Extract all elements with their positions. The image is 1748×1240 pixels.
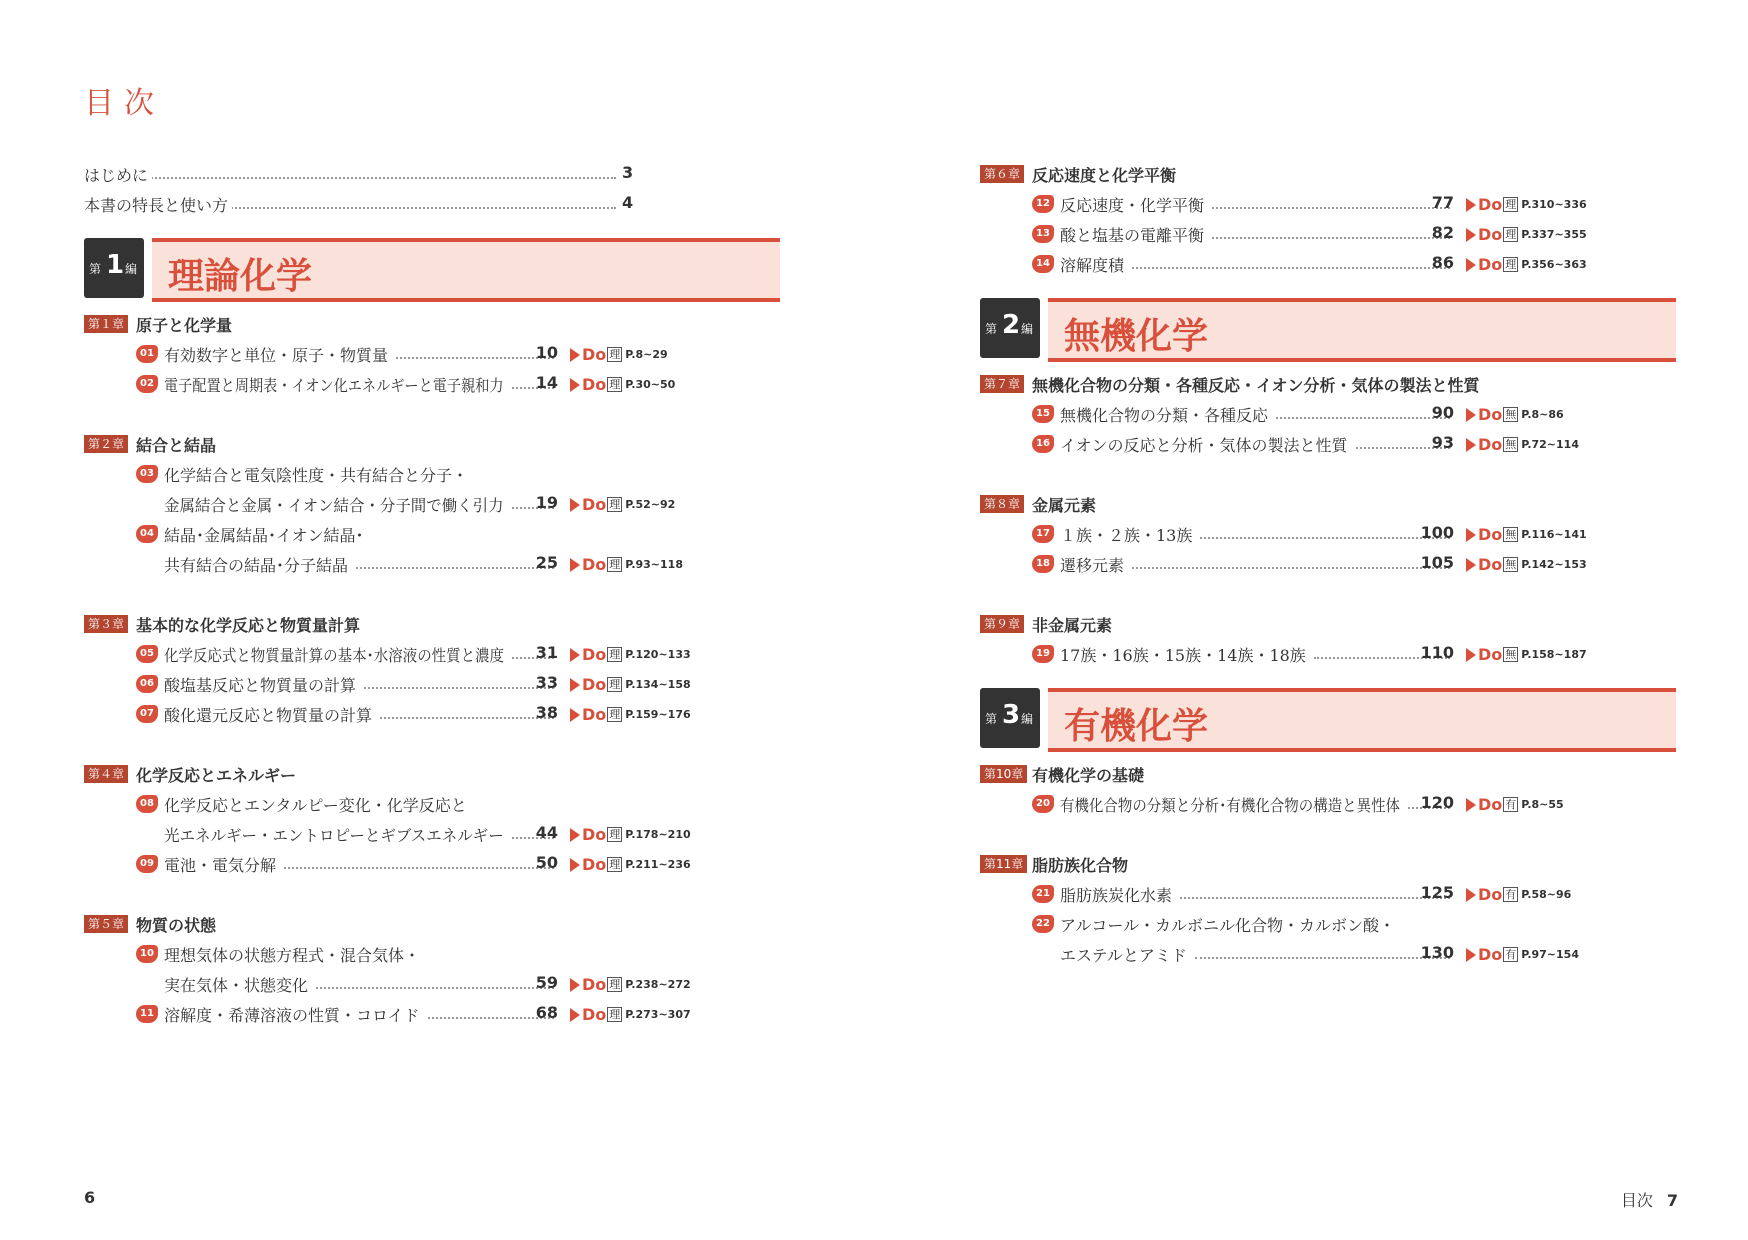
section-title: 電池・電気分解 (164, 856, 277, 875)
do-reference[interactable] (570, 854, 691, 874)
chapter-title: 化学反応とエネルギー (136, 766, 297, 785)
do-label: Do (1478, 225, 1503, 244)
do-label: Do (1478, 645, 1503, 664)
section-number-icon: 07 (136, 705, 158, 723)
section-row[interactable] (980, 220, 1680, 250)
section-row[interactable] (980, 910, 1680, 940)
chapter-badge: 第７章 (980, 375, 1024, 393)
section-row[interactable] (84, 700, 784, 730)
section-page: 38 (535, 703, 558, 722)
do-reference[interactable] (570, 704, 691, 724)
section-page: 77 (1431, 193, 1454, 212)
do-reference[interactable] (570, 974, 691, 994)
chapter-heading[interactable] (980, 370, 1680, 400)
section-number-icon: 10 (136, 945, 158, 963)
chapter-badge: 第２章 (84, 435, 128, 453)
subject-tag: 理 (609, 858, 621, 871)
subject-tag: 理 (609, 828, 621, 841)
arrow-right-icon (1466, 438, 1476, 452)
arrow-right-icon (1466, 228, 1476, 242)
do-reference[interactable] (1466, 224, 1587, 244)
section-number-icon: 15 (1032, 405, 1054, 423)
section-row[interactable] (84, 460, 784, 490)
do-reference[interactable] (570, 494, 675, 514)
section-row[interactable] (980, 520, 1680, 550)
do-reference[interactable] (570, 674, 691, 694)
do-reference[interactable] (1466, 554, 1587, 574)
section-title: 有機化合物の分類と分析･有機化合物の構造と異性体 (1060, 796, 1401, 815)
subject-tag: 理 (609, 708, 621, 721)
chapter-title: 反応速度と化学平衡 (1032, 166, 1177, 185)
chapter-badge: 第３章 (84, 615, 128, 633)
subject-tag: 理 (609, 678, 621, 691)
section-row[interactable] (84, 850, 784, 880)
do-label: Do (582, 495, 607, 514)
arrow-right-icon (1466, 198, 1476, 212)
do-page-range: P.211~236 (625, 858, 691, 871)
subject-tag: 理 (609, 498, 621, 511)
arrow-right-icon (1466, 798, 1476, 812)
section-number-icon: 17 (1032, 525, 1054, 543)
section-number-icon: 19 (1032, 645, 1054, 663)
arrow-right-icon (570, 558, 580, 572)
section-title: 化学反応とエンタルピー変化・化学反応と (164, 796, 467, 815)
do-label: Do (1478, 405, 1503, 424)
do-reference[interactable] (570, 644, 691, 664)
subject-tag: 無 (1505, 558, 1517, 571)
subject-tag: 理 (609, 348, 621, 361)
chapter-title: 有機化学の基礎 (1032, 766, 1145, 785)
section-title: 理想気体の状態方程式・混合気体・ (164, 946, 421, 965)
section-row[interactable] (84, 370, 784, 400)
arrow-right-icon (1466, 558, 1476, 572)
section-title: 反応速度・化学平衡 (1060, 196, 1205, 215)
do-page-range: P.356~363 (1521, 258, 1587, 271)
section-page: 14 (535, 373, 558, 392)
do-reference[interactable] (1466, 944, 1579, 964)
preface-row[interactable] (84, 190, 784, 220)
arrow-right-icon (570, 858, 580, 872)
subject-tag: 理 (1505, 228, 1517, 241)
chapter-title: 原子と化学量 (136, 316, 233, 335)
do-page-range: P.337~355 (1521, 228, 1587, 241)
do-label: Do (1478, 795, 1503, 814)
section-row[interactable] (84, 970, 784, 1000)
preface-label: はじめに (84, 163, 152, 186)
spacer (84, 580, 784, 610)
section-page: 44 (535, 823, 558, 842)
do-label: Do (1478, 435, 1503, 454)
section-number-icon: 20 (1032, 795, 1054, 813)
section-page: 25 (535, 553, 558, 572)
section-row[interactable] (980, 640, 1680, 670)
section-title: アルコール・カルボニル化合物・カルボン酸・ (1060, 916, 1396, 935)
section-page: 120 (1420, 793, 1454, 812)
chapter-heading[interactable] (980, 160, 1680, 190)
arrow-right-icon (570, 498, 580, 512)
section-title: 共有結合の結晶･分子結晶 (164, 556, 349, 575)
do-page-range: P.8~55 (1521, 798, 1564, 811)
arrow-right-icon (570, 378, 580, 392)
spacer (980, 460, 1680, 490)
section-page: 93 (1431, 433, 1454, 452)
section-number-icon: 05 (136, 645, 158, 663)
do-page-range: P.97~154 (1521, 948, 1579, 961)
section-row[interactable] (980, 790, 1680, 820)
do-page-range: P.30~50 (625, 378, 676, 391)
do-page-range: P.120~133 (625, 648, 691, 661)
arrow-right-icon (1466, 648, 1476, 662)
section-title: 無機化合物の分類・各種反応 (1060, 406, 1269, 425)
section-row[interactable] (980, 190, 1680, 220)
part-number-box (980, 688, 1040, 748)
do-page-range: P.8~86 (1521, 408, 1564, 421)
section-number-icon: 02 (136, 375, 158, 393)
section-title: １族・２族・13族 (1060, 526, 1193, 545)
spacer (980, 820, 1680, 850)
do-page-range: P.178~210 (625, 828, 691, 841)
part-title: 無機化学 (1064, 316, 1209, 357)
section-row[interactable] (980, 550, 1680, 580)
section-row[interactable] (84, 640, 784, 670)
section-number-icon: 14 (1032, 255, 1054, 273)
arrow-right-icon (1466, 408, 1476, 422)
do-page-range: P.158~187 (1521, 648, 1587, 661)
do-reference[interactable] (1466, 524, 1587, 544)
part-number-box (84, 238, 144, 298)
section-row[interactable] (84, 520, 784, 550)
do-page-range: P.134~158 (625, 678, 691, 691)
do-reference[interactable] (570, 824, 691, 844)
preface-page: 4 (622, 193, 634, 212)
do-page-range: P.72~114 (1521, 438, 1579, 451)
subject-tag: 理 (609, 978, 621, 991)
part-suffix: 編 (1021, 712, 1034, 726)
spacer (84, 400, 784, 430)
do-page-range: P.273~307 (625, 1008, 691, 1021)
do-reference[interactable] (1466, 254, 1587, 274)
page-title: 目次 (84, 86, 164, 121)
do-reference[interactable] (1466, 404, 1564, 424)
do-page-range: P.58~96 (1521, 888, 1572, 901)
section-page: 105 (1420, 553, 1454, 572)
section-number-icon: 03 (136, 465, 158, 483)
do-label: Do (1478, 195, 1503, 214)
section-number-icon: 21 (1032, 885, 1054, 903)
right-page-number: 7 (1666, 1191, 1678, 1210)
section-title: 脂肪族炭化水素 (1060, 886, 1173, 905)
chapter-heading[interactable] (84, 310, 784, 340)
part-title: 理論化学 (168, 256, 313, 297)
section-title: 光エネルギー・エントロピーとギブスエネルギー (164, 826, 504, 845)
part-band (1048, 298, 1676, 362)
section-page: 31 (535, 643, 558, 662)
do-reference[interactable] (1466, 884, 1571, 904)
section-page: 50 (535, 853, 558, 872)
section-row[interactable] (84, 790, 784, 820)
arrow-right-icon (570, 348, 580, 362)
section-title: 酸と塩基の電離平衡 (1060, 226, 1205, 245)
section-row[interactable] (980, 940, 1680, 970)
subject-tag: 無 (1505, 408, 1517, 421)
section-title: 17族・16族・15族・14族・18族 (1060, 646, 1306, 665)
do-label: Do (582, 705, 607, 724)
part-number-box (980, 298, 1040, 358)
section-title: 結晶･金属結晶･イオン結晶･ (164, 526, 364, 545)
do-page-range: P.8~29 (625, 348, 668, 361)
section-page: 68 (535, 1003, 558, 1022)
chapter-heading[interactable] (980, 610, 1680, 640)
do-page-range: P.116~141 (1521, 528, 1587, 541)
chapter-badge: 第４章 (84, 765, 128, 783)
section-row[interactable] (980, 880, 1680, 910)
arrow-right-icon (1466, 528, 1476, 542)
part-header (980, 688, 1680, 750)
preface-row[interactable] (84, 160, 784, 190)
section-number-icon: 09 (136, 855, 158, 873)
chapter-badge: 第５章 (84, 915, 128, 933)
section-row[interactable] (980, 400, 1680, 430)
toc-right-column (980, 160, 1680, 970)
part-title: 有機化学 (1064, 706, 1209, 747)
section-title: 金属結合と金属・イオン結合・分子間で働く引力 (164, 496, 504, 515)
do-label: Do (582, 375, 607, 394)
subject-tag: 理 (1505, 258, 1517, 271)
section-number-icon: 01 (136, 345, 158, 363)
section-row[interactable] (980, 250, 1680, 280)
do-reference[interactable] (570, 374, 675, 394)
right-footer (1621, 1188, 1678, 1211)
arrow-right-icon (1466, 948, 1476, 962)
part-prefix: 第 (89, 262, 102, 276)
chapter-badge: 第８章 (980, 495, 1024, 513)
section-number-icon: 04 (136, 525, 158, 543)
part-number: 1 (106, 250, 125, 280)
section-number-icon: 22 (1032, 915, 1054, 933)
subject-tag: 理 (609, 648, 621, 661)
do-reference[interactable] (570, 1004, 691, 1024)
do-label: Do (582, 555, 607, 574)
subject-tag: 理 (609, 1008, 621, 1021)
section-number-icon: 16 (1032, 435, 1054, 453)
subject-tag: 理 (609, 378, 621, 391)
section-page: 86 (1431, 253, 1454, 272)
chapter-heading[interactable] (980, 760, 1680, 790)
subject-tag: 有 (1505, 888, 1517, 901)
section-row[interactable] (84, 550, 784, 580)
section-row[interactable] (84, 820, 784, 850)
left-page-number: 6 (84, 1188, 96, 1207)
part-header (84, 238, 784, 300)
section-title: イオンの反応と分析・気体の製法と性質 (1060, 436, 1348, 455)
section-page: 10 (535, 343, 558, 362)
do-label: Do (1478, 525, 1503, 544)
part-number: 3 (1002, 700, 1021, 730)
section-number-icon: 06 (136, 675, 158, 693)
spacer (84, 730, 784, 760)
section-page: 130 (1420, 943, 1454, 962)
subject-tag: 無 (1505, 528, 1517, 541)
section-title: 有効数字と単位・原子・物質量 (164, 346, 389, 365)
section-title: 化学反応式と物質量計算の基本･水溶液の性質と濃度 (164, 646, 505, 665)
section-title: 電子配置と周期表・イオン化エネルギーと電子親和力 (164, 376, 504, 395)
do-label: Do (582, 975, 607, 994)
chapter-heading[interactable] (980, 490, 1680, 520)
part-prefix: 第 (985, 712, 998, 726)
chapter-title: 脂肪族化合物 (1032, 856, 1129, 875)
subject-tag: 無 (1505, 438, 1517, 451)
section-page: 82 (1431, 223, 1454, 242)
do-page-range: P.93~118 (625, 558, 683, 571)
section-row[interactable] (84, 670, 784, 700)
right-footer-label: 目次 (1620, 1191, 1653, 1210)
do-reference[interactable] (1466, 794, 1564, 814)
do-label: Do (582, 675, 607, 694)
do-label: Do (1478, 885, 1503, 904)
part-prefix: 第 (985, 322, 998, 336)
do-label: Do (582, 855, 607, 874)
part-suffix: 編 (1021, 322, 1034, 336)
arrow-right-icon (570, 1008, 580, 1022)
section-number-icon: 08 (136, 795, 158, 813)
chapter-heading[interactable] (84, 910, 784, 940)
section-page: 100 (1420, 523, 1454, 542)
chapter-badge: 第11章 (980, 855, 1027, 873)
section-page: 125 (1420, 883, 1454, 902)
chapter-title: 結合と結晶 (136, 436, 217, 455)
do-reference[interactable] (1466, 644, 1587, 664)
section-page: 110 (1420, 643, 1454, 662)
part-header (980, 298, 1680, 360)
section-number-icon: 13 (1032, 225, 1054, 243)
do-reference[interactable] (570, 554, 683, 574)
toc-left-column (84, 160, 784, 1030)
chapter-heading[interactable] (84, 610, 784, 640)
arrow-right-icon (570, 708, 580, 722)
part-suffix: 編 (125, 262, 138, 276)
section-title: 酸塩基反応と物質量の計算 (164, 676, 357, 695)
do-label: Do (582, 345, 607, 364)
section-row[interactable] (84, 940, 784, 970)
chapter-badge: 第６章 (980, 165, 1024, 183)
do-reference[interactable] (1466, 194, 1587, 214)
chapter-badge: 第10章 (980, 765, 1027, 783)
section-page: 33 (535, 673, 558, 692)
chapter-title: 非金属元素 (1032, 616, 1113, 635)
do-reference[interactable] (570, 344, 668, 364)
section-row[interactable] (84, 340, 784, 370)
chapter-title: 金属元素 (1032, 496, 1097, 515)
preface-page: 3 (622, 163, 634, 182)
section-row[interactable] (84, 490, 784, 520)
chapter-heading[interactable] (84, 430, 784, 460)
section-title: 溶解度積 (1060, 256, 1125, 275)
section-row[interactable] (84, 1000, 784, 1030)
section-title: 遷移元素 (1060, 556, 1125, 575)
arrow-right-icon (570, 978, 580, 992)
subject-tag: 無 (1505, 648, 1517, 661)
chapter-badge: 第９章 (980, 615, 1024, 633)
do-reference[interactable] (1466, 434, 1579, 454)
part-band (152, 238, 780, 302)
section-page: 19 (535, 493, 558, 512)
section-row[interactable] (980, 430, 1680, 460)
section-number-icon: 18 (1032, 555, 1054, 573)
do-page-range: P.310~336 (1521, 198, 1587, 211)
subject-tag: 有 (1505, 948, 1517, 961)
spacer (84, 880, 784, 910)
do-page-range: P.142~153 (1521, 558, 1587, 571)
section-number-icon: 11 (136, 1005, 158, 1023)
chapter-badge: 第１章 (84, 315, 128, 333)
subject-tag: 有 (1505, 798, 1517, 811)
section-title: 酸化還元反応と物質量の計算 (164, 706, 373, 725)
do-label: Do (1478, 255, 1503, 274)
spacer (980, 580, 1680, 610)
dot-leader (84, 177, 616, 179)
chapter-title: 物質の状態 (136, 916, 217, 935)
chapter-title: 無機化合物の分類・各種反応・イオン分析・気体の製法と性質 (1032, 376, 1480, 395)
section-title: 化学結合と電気陰性度・共有結合と分子・ (164, 466, 469, 485)
section-title: 溶解度・希薄溶液の性質・コロイド (164, 1006, 420, 1025)
do-page-range: P.159~176 (625, 708, 691, 721)
preface-label: 本書の特長と使い方 (84, 193, 232, 216)
part-number: 2 (1002, 310, 1021, 340)
do-page-range: P.238~272 (625, 978, 691, 991)
do-label: Do (1478, 555, 1503, 574)
section-title: エステルとアミド (1060, 946, 1187, 965)
section-title: 実在気体・状態変化 (164, 976, 309, 995)
arrow-right-icon (570, 828, 580, 842)
section-page: 59 (535, 973, 558, 992)
do-label: Do (582, 825, 607, 844)
section-page: 90 (1431, 403, 1454, 422)
subject-tag: 理 (1505, 198, 1517, 211)
subject-tag: 理 (609, 558, 621, 571)
chapter-heading[interactable] (980, 850, 1680, 880)
do-label: Do (1478, 945, 1503, 964)
chapter-title: 基本的な化学反応と物質量計算 (136, 616, 361, 635)
do-label: Do (582, 1005, 607, 1024)
part-band (1048, 688, 1676, 752)
arrow-right-icon (1466, 258, 1476, 272)
do-label: Do (582, 645, 607, 664)
section-number-icon: 12 (1032, 195, 1054, 213)
arrow-right-icon (1466, 888, 1476, 902)
arrow-right-icon (570, 678, 580, 692)
chapter-heading[interactable] (84, 760, 784, 790)
do-page-range: P.52~92 (625, 498, 676, 511)
arrow-right-icon (570, 648, 580, 662)
